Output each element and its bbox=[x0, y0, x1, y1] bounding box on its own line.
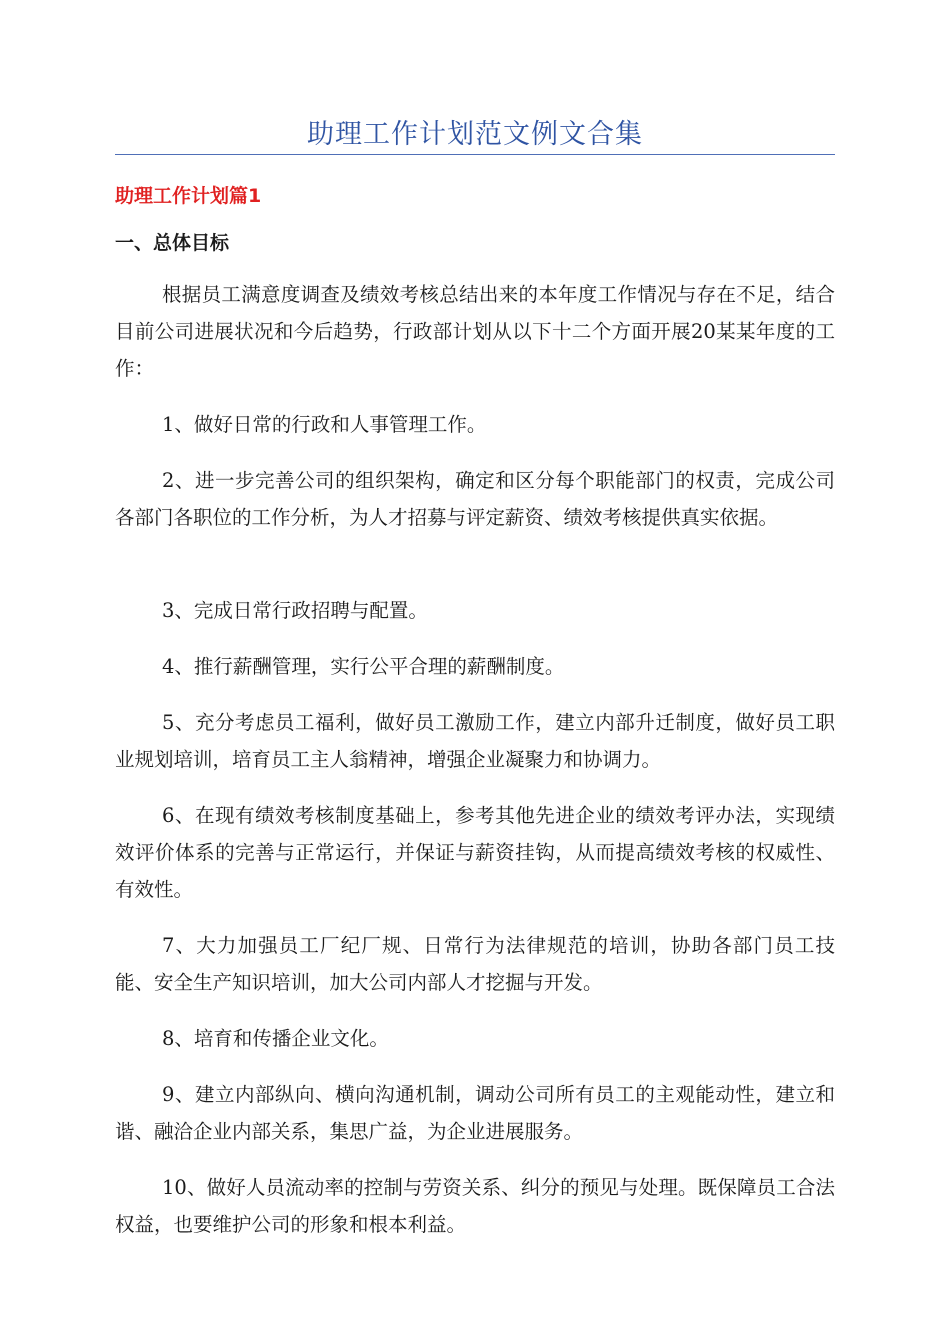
title-divider bbox=[115, 154, 835, 155]
list-item-5: 5、充分考虑员工福利，做好员工激励工作，建立内部升迁制度，做好员工职业规划培训，培育员工主人翁精神，增强企业凝聚力和协调力。 bbox=[115, 711, 835, 771]
section-heading: 助理工作计划篇1 bbox=[115, 185, 262, 207]
list-item-1: 1、做好日常的行政和人事管理工作。 bbox=[162, 413, 487, 436]
list-item-2: 2、进一步完善公司的组织架构，确定和区分每个职能部门的权责，完成公司各部门各职位的工作分析，为人才招募与评定薪资、绩效考核提供真实依据。 bbox=[115, 469, 835, 529]
list-item-7: 7、大力加强员工厂纪厂规、日常行为法律规范的培训，协助各部门员工技能、安全生产知识培训，加大公司内部人才挖掘与开发。 bbox=[115, 934, 835, 994]
sub-heading: 一、总体目标 bbox=[115, 232, 230, 254]
list-item-9: 9、建立内部纵向、横向沟通机制，调动公司所有员工的主观能动性，建立和谐、融洽企业内部关系，集思广益，为企业进展服务。 bbox=[115, 1083, 835, 1143]
list-item-10: 10、做好人员流动率的控制与劳资关系、纠分的预见与处理。既保障员工合法权益，也要维护公司的形象和根本利益。 bbox=[115, 1176, 835, 1236]
document-title: 助理工作计划范文例文合集 bbox=[307, 119, 643, 150]
list-item-4: 4、推行薪酬管理，实行公平合理的薪酬制度。 bbox=[162, 655, 565, 678]
list-item-3: 3、完成日常行政招聘与配置。 bbox=[162, 599, 428, 622]
list-item-8: 8、培育和传播企业文化。 bbox=[162, 1027, 389, 1050]
intro-paragraph: 根据员工满意度调查及绩效考核总结出来的本年度工作情况与存在不足，结合目前公司进展状况和今后趋势，行政部计划从以下十二个方面开展20某某年度的工作： bbox=[115, 283, 835, 380]
list-item-6: 6、在现有绩效考核制度基础上，参考其他先进企业的绩效考评办法，实现绩效评价体系的完善与正常运行，并保证与薪资挂钩，从而提高绩效考核的权威性、有效性。 bbox=[115, 804, 835, 901]
